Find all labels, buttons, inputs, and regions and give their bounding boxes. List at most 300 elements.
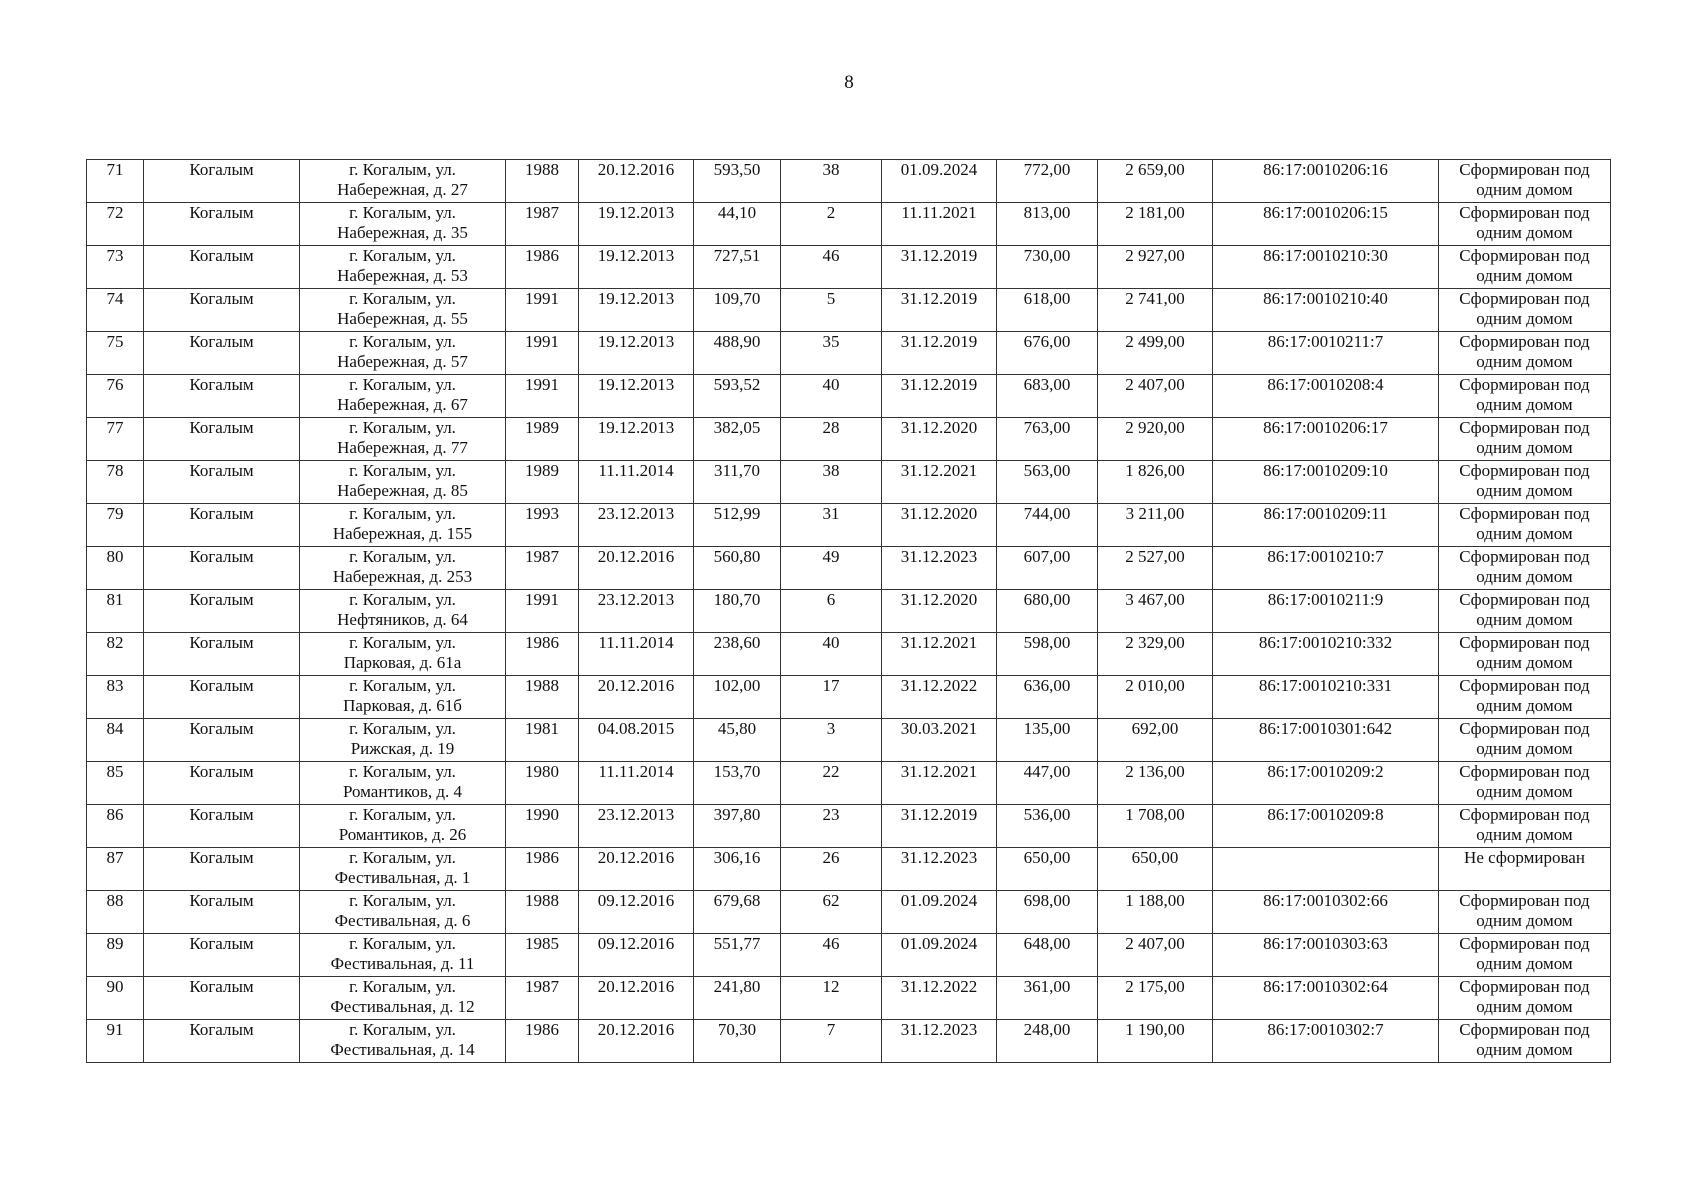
area-text: 70,30 [717,1020,757,1039]
address-line2-text: Рижская, д. 19 [350,739,455,758]
area-cell [694,375,781,418]
value2-text: 692,00 [1131,719,1179,738]
year-text: 1988 [525,676,559,695]
value1-cell [997,332,1098,375]
deadline-text: 31.12.2019 [900,332,978,351]
year-text: 1986 [525,1020,559,1039]
address-cell [300,590,506,633]
residents-cell [781,289,882,332]
status-line2-text: одним домом [1476,739,1573,758]
city-text: Когалым [189,418,254,437]
value1-cell [997,289,1098,332]
date-cell [579,203,694,246]
value1-cell [997,203,1098,246]
city-cell [144,934,300,977]
row-number-cell [87,891,144,934]
value1-text: 650,00 [1023,848,1071,867]
residents-text: 5 [826,289,836,308]
num-text: 81 [106,590,124,609]
address-line2-text: Набережная, д. 35 [337,223,468,242]
value1-cell [997,504,1098,547]
row-number-cell [87,246,144,289]
cadastral-text: 86:17:0010301:642 [1258,719,1393,738]
status-line2-text: одним домом [1476,524,1573,543]
year-text: 1991 [525,590,559,609]
land-status-cell [1439,418,1611,461]
deadline-cell [882,934,997,977]
deadline-text: 31.12.2020 [900,418,978,437]
value1-text: 698,00 [1023,891,1071,910]
date-cell [579,547,694,590]
cadastral-text: 86:17:0010210:40 [1263,289,1388,308]
address-cell [300,246,506,289]
value2-cell [1098,418,1213,461]
value1-cell [997,848,1098,891]
residents-text: 49 [822,547,840,566]
residents-cell [781,590,882,633]
address-line1-text: г. Когалым, ул. [349,246,456,265]
cadastral-text: 86:17:0010210:332 [1258,633,1393,652]
table-row [87,977,1611,1020]
date-text: 19.12.2013 [597,418,675,437]
deadline-text: 31.12.2023 [900,547,978,566]
status-line2-text: одним домом [1476,782,1573,801]
year-text: 1989 [525,418,559,437]
row-number-cell [87,547,144,590]
deadline-text: 01.09.2024 [900,934,978,953]
residents-cell [781,676,882,719]
table-body [87,160,1611,1063]
residents-cell [781,848,882,891]
num-text: 82 [106,633,124,652]
date-text: 19.12.2013 [597,332,675,351]
address-cell [300,633,506,676]
year-text: 1985 [525,934,559,953]
status-line2-text: одним домом [1476,309,1573,328]
num-text: 80 [106,547,124,566]
cadastral-number-cell [1213,891,1439,934]
value1-text: 683,00 [1023,375,1071,394]
status-line1-text: Сформирован под [1459,418,1590,437]
year-cell [506,289,579,332]
land-status-cell [1439,848,1611,891]
city-cell [144,891,300,934]
city-cell [144,848,300,891]
city-text: Когалым [189,461,254,480]
land-status-cell [1439,246,1611,289]
deadline-text: 31.12.2022 [900,676,978,695]
residents-text: 38 [822,160,840,179]
cadastral-number-cell [1213,762,1439,805]
area-text: 679,68 [713,891,761,910]
table-row [87,848,1611,891]
row-number-cell [87,418,144,461]
value1-text: 361,00 [1023,977,1071,996]
year-cell [506,633,579,676]
land-status-cell [1439,590,1611,633]
value2-cell [1098,375,1213,418]
row-number-cell [87,805,144,848]
land-status-cell [1439,547,1611,590]
row-number-cell [87,848,144,891]
city-text: Когалым [189,547,254,566]
city-text: Когалым [189,203,254,222]
area-text: 180,70 [713,590,761,609]
deadline-text: 31.12.2019 [900,289,978,308]
row-number-cell [87,1020,144,1063]
year-cell [506,676,579,719]
row-number-cell [87,762,144,805]
date-cell [579,504,694,547]
residents-text: 22 [822,762,840,781]
area-text: 238,60 [713,633,761,652]
cadastral-number-cell [1213,1020,1439,1063]
year-cell [506,332,579,375]
deadline-cell [882,504,997,547]
address-line1-text: г. Когалым, ул. [349,590,456,609]
residents-cell [781,418,882,461]
cadastral-text: 86:17:0010209:2 [1267,762,1384,781]
value1-text: 730,00 [1023,246,1071,265]
address-line1-text: г. Когалым, ул. [349,1020,456,1039]
date-text: 19.12.2013 [597,375,675,394]
value1-cell [997,160,1098,203]
cadastral-number-cell [1213,934,1439,977]
table-row [87,676,1611,719]
address-cell [300,676,506,719]
num-text: 90 [106,977,124,996]
cadastral-number-cell [1213,719,1439,762]
city-text: Когалым [189,676,254,695]
land-status-cell [1439,504,1611,547]
status-line1-text: Сформирован под [1459,633,1590,652]
value2-cell [1098,590,1213,633]
deadline-cell [882,203,997,246]
date-text: 09.12.2016 [597,934,675,953]
year-text: 1990 [525,805,559,824]
status-line1-text: Сформирован под [1459,805,1590,824]
cadastral-number-cell [1213,246,1439,289]
address-cell [300,762,506,805]
area-cell [694,203,781,246]
year-cell [506,805,579,848]
residents-text: 3 [826,719,836,738]
value1-text: 598,00 [1023,633,1071,652]
date-cell [579,375,694,418]
address-line1-text: г. Когалым, ул. [349,934,456,953]
residents-cell [781,805,882,848]
num-text: 87 [106,848,124,867]
date-text: 23.12.2013 [597,590,675,609]
date-cell [579,719,694,762]
row-number-cell [87,332,144,375]
date-text: 09.12.2016 [597,891,675,910]
area-cell [694,590,781,633]
year-text: 1987 [525,977,559,996]
address-line1-text: г. Когалым, ул. [349,461,456,480]
area-text: 241,80 [713,977,761,996]
city-text: Когалым [189,375,254,394]
deadline-cell [882,590,997,633]
cadastral-number-cell [1213,160,1439,203]
cadastral-number-cell [1213,805,1439,848]
area-text: 512,99 [713,504,761,523]
num-text: 72 [106,203,124,222]
status-line1-text: Сформирован под [1459,461,1590,480]
value1-cell [997,590,1098,633]
date-text: 11.11.2014 [598,633,674,652]
value2-text: 2 407,00 [1125,375,1185,394]
value1-text: 648,00 [1023,934,1071,953]
city-cell [144,246,300,289]
value1-text: 447,00 [1023,762,1071,781]
land-status-cell [1439,977,1611,1020]
cadastral-number-cell [1213,418,1439,461]
address-cell [300,289,506,332]
table-row [87,547,1611,590]
deadline-text: 11.11.2021 [901,203,977,222]
value1-cell [997,676,1098,719]
value1-cell [997,375,1098,418]
area-text: 153,70 [713,762,761,781]
city-text: Когалым [189,332,254,351]
year-cell [506,977,579,1020]
cadastral-text: 86:17:0010210:30 [1263,246,1388,265]
value2-text: 2 010,00 [1125,676,1185,695]
value2-cell [1098,203,1213,246]
land-status-cell [1439,719,1611,762]
value2-text: 2 499,00 [1125,332,1185,351]
address-cell [300,891,506,934]
area-cell [694,762,781,805]
address-line1-text: г. Когалым, ул. [349,676,456,695]
cadastral-number-cell [1213,633,1439,676]
deadline-text: 31.12.2021 [900,762,978,781]
value2-cell [1098,934,1213,977]
value1-cell [997,633,1098,676]
cadastral-number-cell [1213,547,1439,590]
area-text: 109,70 [713,289,761,308]
residents-text: 12 [822,977,840,996]
city-cell [144,1020,300,1063]
residents-text: 7 [826,1020,836,1039]
city-cell [144,719,300,762]
deadline-cell [882,977,997,1020]
city-cell [144,676,300,719]
deadline-cell [882,719,997,762]
row-number-cell [87,676,144,719]
table-row [87,246,1611,289]
address-line1-text: г. Когалым, ул. [349,891,456,910]
table-row [87,504,1611,547]
area-cell [694,891,781,934]
row-number-cell [87,504,144,547]
year-cell [506,719,579,762]
city-text: Когалым [189,848,254,867]
deadline-cell [882,805,997,848]
land-status-cell [1439,375,1611,418]
address-line2-text: Набережная, д. 85 [337,481,468,500]
address-cell [300,848,506,891]
residents-cell [781,461,882,504]
year-text: 1987 [525,547,559,566]
date-text: 19.12.2013 [597,289,675,308]
area-cell [694,547,781,590]
row-number-cell [87,203,144,246]
address-cell [300,203,506,246]
cadastral-text: 86:17:0010303:63 [1263,934,1388,953]
table-row [87,203,1611,246]
deadline-text: 31.12.2021 [900,633,978,652]
address-line2-text: Фестивальная, д. 1 [334,868,471,887]
status-line1-text: Сформирован под [1459,246,1590,265]
value2-cell [1098,1020,1213,1063]
residents-cell [781,633,882,676]
land-status-cell [1439,676,1611,719]
year-cell [506,461,579,504]
area-cell [694,160,781,203]
deadline-text: 31.12.2020 [900,504,978,523]
value1-text: 676,00 [1023,332,1071,351]
row-number-cell [87,160,144,203]
value2-cell [1098,332,1213,375]
area-text: 727,51 [713,246,761,265]
cadastral-text: 86:17:0010209:10 [1263,461,1388,480]
value2-cell [1098,805,1213,848]
address-line2-text: Фестивальная, д. 11 [330,954,475,973]
value1-text: 772,00 [1023,160,1071,179]
address-line2-text: Набережная, д. 57 [337,352,468,371]
cadastral-number-cell [1213,375,1439,418]
address-line2-text: Фестивальная, д. 12 [330,997,475,1016]
cadastral-text: 86:17:0010210:331 [1258,676,1393,695]
num-text: 79 [106,504,124,523]
city-text: Когалым [189,977,254,996]
address-line2-text: Набережная, д. 55 [337,309,468,328]
num-text: 89 [106,934,124,953]
year-text: 1991 [525,332,559,351]
year-text: 1980 [525,762,559,781]
status-line2-text: одним домом [1476,395,1573,414]
city-text: Когалым [189,762,254,781]
row-number-cell [87,719,144,762]
value2-cell [1098,891,1213,934]
residents-cell [781,719,882,762]
address-line1-text: г. Когалым, ул. [349,848,456,867]
area-cell [694,977,781,1020]
year-cell [506,848,579,891]
address-line2-text: Набережная, д. 253 [332,567,473,586]
address-line1-text: г. Когалым, ул. [349,504,456,523]
area-text: 551,77 [713,934,761,953]
value1-cell [997,547,1098,590]
residents-cell [781,203,882,246]
residents-text: 31 [822,504,840,523]
cadastral-number-cell [1213,461,1439,504]
year-text: 1981 [525,719,559,738]
date-text: 23.12.2013 [597,805,675,824]
address-line2-text: Набережная, д. 67 [337,395,468,414]
value1-text: 536,00 [1023,805,1071,824]
city-cell [144,762,300,805]
num-text: 75 [106,332,124,351]
land-status-cell [1439,160,1611,203]
status-line2-text: одним домом [1476,954,1573,973]
city-text: Когалым [189,590,254,609]
address-line1-text: г. Когалым, ул. [349,160,456,179]
residents-text: 17 [822,676,840,695]
address-line1-text: г. Когалым, ул. [349,633,456,652]
area-cell [694,418,781,461]
area-text: 593,52 [713,375,761,394]
city-text: Когалым [189,160,254,179]
city-cell [144,375,300,418]
year-cell [506,547,579,590]
address-cell [300,934,506,977]
status-line2-text: одним домом [1476,997,1573,1016]
address-line2-text: Романтиков, д. 4 [342,782,463,801]
year-text: 1986 [525,246,559,265]
deadline-cell [882,289,997,332]
value2-cell [1098,719,1213,762]
city-text: Когалым [189,719,254,738]
residents-cell [781,375,882,418]
status-line1-text: Сформирован под [1459,934,1590,953]
table-row [87,719,1611,762]
land-status-cell [1439,461,1611,504]
residents-text: 26 [822,848,840,867]
land-status-cell [1439,289,1611,332]
address-line2-text: Набережная, д. 53 [337,266,468,285]
city-cell [144,289,300,332]
date-cell [579,289,694,332]
status-line2-text: одним домом [1476,180,1573,199]
residents-cell [781,934,882,977]
deadline-cell [882,633,997,676]
cadastral-text: 86:17:0010209:11 [1263,504,1388,523]
date-cell [579,891,694,934]
value1-cell [997,418,1098,461]
cadastral-text: 86:17:0010211:9 [1267,590,1384,609]
date-cell [579,676,694,719]
deadline-text: 01.09.2024 [900,891,978,910]
row-number-cell [87,289,144,332]
value2-cell [1098,676,1213,719]
address-line1-text: г. Когалым, ул. [349,977,456,996]
date-cell [579,805,694,848]
residents-text: 35 [822,332,840,351]
address-line1-text: г. Когалым, ул. [349,762,456,781]
date-text: 19.12.2013 [597,203,675,222]
status-line1-text: Сформирован под [1459,547,1590,566]
num-text: 76 [106,375,124,394]
value2-text: 2 181,00 [1125,203,1185,222]
cadastral-text: 86:17:0010302:64 [1263,977,1388,996]
status-line2-text: одним домом [1476,223,1573,242]
area-text: 593,50 [713,160,761,179]
area-cell [694,246,781,289]
area-text: 306,16 [713,848,761,867]
value1-cell [997,934,1098,977]
deadline-text: 31.12.2023 [900,848,978,867]
deadline-text: 30.03.2021 [900,719,978,738]
residents-cell [781,1020,882,1063]
city-cell [144,504,300,547]
status-line2-text: одним домом [1476,266,1573,285]
table-row [87,289,1611,332]
status-line1-text: Сформирован под [1459,676,1590,695]
area-cell [694,504,781,547]
